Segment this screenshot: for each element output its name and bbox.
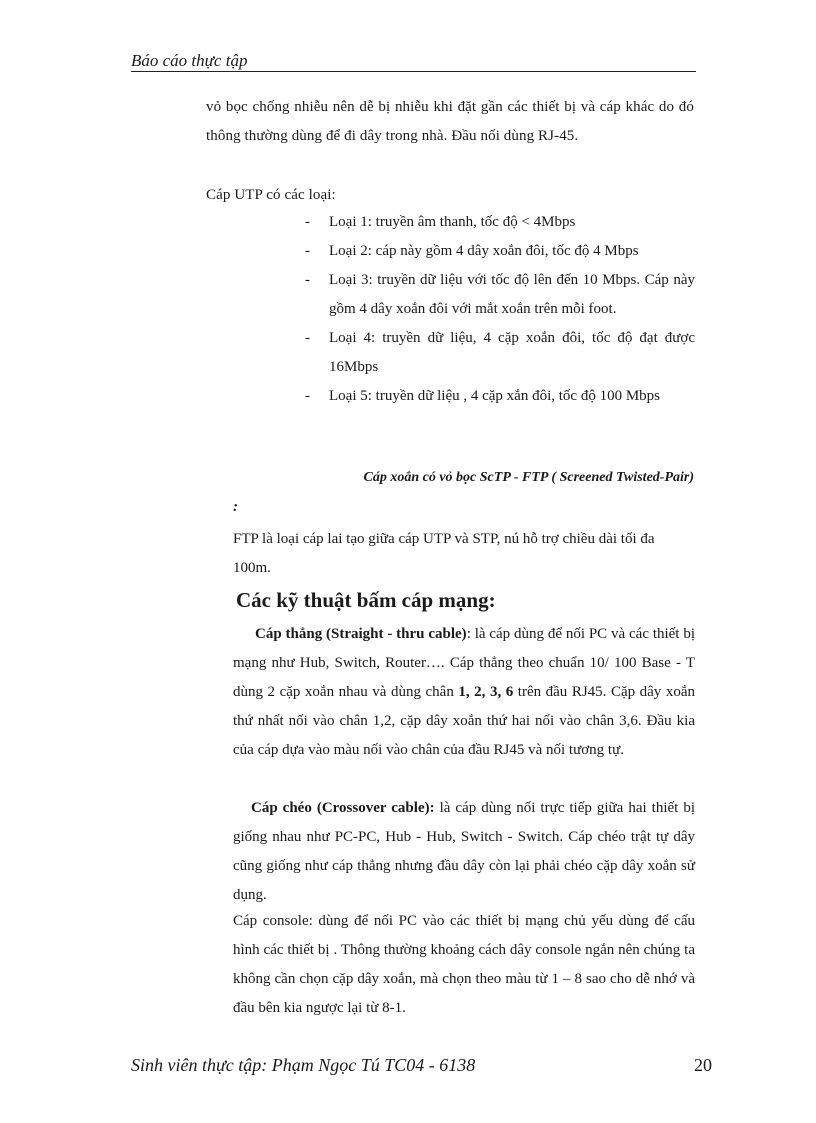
straight-cable-text-a: : là cáp dùng để nối PC và các thiết bị mạng như Hub, Switch, Router…. Cáp thẳng theo chuẩn 10/ 100 Base - T dùng 2 cặp xoắn nhau và dùng chân	[233, 626, 695, 700]
list-item	[305, 237, 695, 266]
crossover-cable-text: là cáp dùng nối trực tiếp giữa hai thiết bị giống nhau như PC-PC, Hub - Hub, Switch - Switch. Cáp chéo trật tự dây cũng giống như cáp thẳng nhưng đầu dây còn lại phải chéo cặp dây xoắn sử dụng.	[233, 800, 695, 903]
list-item	[305, 324, 695, 382]
console-cable-paragraph: Cáp console: dùng để nối PC vào các thiết bị mạng chủ yếu dùng để cấu hình các thiết bị . Thông thường khoảng cách dây console ngắn nên chúng ta không cần chọn cặp dây xoắn, mà chọn theo màu từ 1 – 8 sao cho dễ nhớ và đầu bên kia ngược lại từ 8-1.	[233, 913, 695, 1016]
list-item-text: Loại 3: truyền dữ liệu với tốc độ lên đến 10 Mbps. Cáp này gồm 4 dây xoắn đôi với mắt xoắn trên mỗi foot.	[329, 272, 695, 317]
sctp-heading: Cáp xoắn có vỏ bọc ScTP - FTP ( Screened Twisted-Pair)	[363, 470, 694, 485]
running-header: Báo cáo thực tập	[131, 51, 248, 70]
utp-types-label: Cáp UTP có các loại:	[206, 187, 336, 203]
intro-continuation: vỏ bọc chống nhiễu nên dễ bị nhiễu khi đặt gần các thiết bị và cáp khác do đó thông thường dùng để đi dây trong nhà. Đầu nối dùng RJ-45.	[206, 99, 694, 144]
list-item	[305, 382, 695, 411]
header-divider	[131, 71, 696, 72]
section-heading: Các kỹ thuật bấm cáp mạng:	[236, 588, 496, 612]
list-item-text: Loại 2: cáp này gồm 4 dây xoắn đôi, tốc độ 4 Mbps	[329, 243, 639, 259]
list-item-text: Loại 4: truyền dữ liệu, 4 cặp xoắn đôi, tốc độ đạt được 16Mbps	[329, 330, 695, 375]
list-item-text: Loại 5: truyền dữ liệu , 4 cặp xắn đôi, tốc độ 100 Mbps	[329, 388, 660, 404]
straight-cable-paragraph	[233, 620, 695, 765]
list-item-text: Loại 1: truyền âm thanh, tốc độ < 4Mbps	[329, 214, 576, 230]
page-number: 20	[694, 1055, 712, 1075]
dash-bullet-icon: -	[305, 272, 310, 288]
sctp-heading-colon: :	[233, 499, 238, 515]
utp-types-list	[305, 208, 695, 411]
footer-student: Sinh viên thực tập: Phạm Ngọc Tú TC04 - 6138	[131, 1055, 476, 1075]
list-item	[305, 266, 695, 324]
straight-cable-label: Cáp thẳng (Straight - thru cable)	[255, 626, 467, 642]
dash-bullet-icon: -	[305, 214, 310, 230]
dash-bullet-icon: -	[305, 243, 310, 259]
ftp-description: FTP là loại cáp lai tạo giữa cáp UTP và STP, nú hỗ trợ chiều dài tối đa 100m.	[233, 531, 655, 576]
crossover-cable-label: Cáp chéo (Crossover cable):	[251, 800, 435, 816]
straight-cable-text-b: trên đầu RJ45. Cặp dây xoắn thứ nhất nối vào chân 1,2, cặp dây xoắn thứ hai nối vào chân 3,6. Đầu kia của cáp dựa vào màu nối vào chân của đầu RJ45 và nối tương tự.	[233, 684, 696, 758]
crossover-cable-paragraph	[233, 794, 695, 910]
straight-cable-pins: 1, 2, 3, 6	[458, 684, 514, 700]
dash-bullet-icon: -	[305, 330, 310, 346]
list-item	[305, 208, 695, 237]
dash-bullet-icon: -	[305, 388, 310, 404]
